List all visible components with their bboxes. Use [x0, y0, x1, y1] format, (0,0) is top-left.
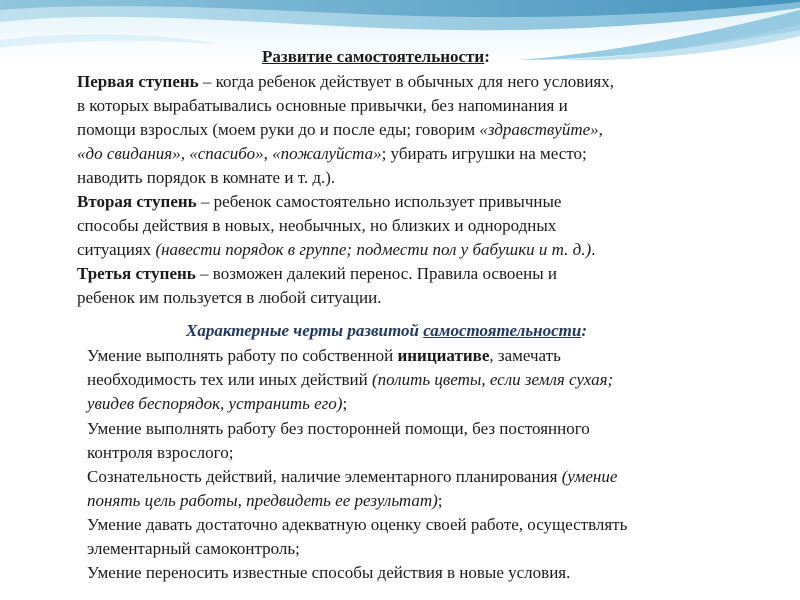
trait3-example-end: понять цель работы, предвидеть ее результат)	[87, 491, 438, 510]
stage1-quote-thanks: «спасибо»	[189, 144, 264, 163]
trait3-example: (умение	[561, 467, 618, 486]
trait-item-2	[77, 418, 590, 440]
stage1-quote-please: «пожалуйста»	[272, 144, 382, 163]
stage1-line5: наводить порядок в комнате и т. д.).	[77, 168, 336, 187]
trait-item-5	[77, 562, 570, 584]
traits-heading-underlined: самостоятельности	[423, 321, 582, 340]
trait2-text: Умение выполнять работу без посторонней помощи, без постоянного	[87, 419, 590, 438]
traits-heading-colon: :	[581, 321, 587, 340]
stage2-line1	[77, 191, 561, 213]
stage1-quote-hello: «здравствуйте»	[479, 120, 599, 139]
stage1-line3-comma: ,	[598, 120, 603, 139]
stage3-line1	[77, 263, 557, 285]
stage2-line3	[77, 239, 595, 261]
trait-item-4	[77, 514, 627, 536]
trait1-line2-text: необходимость тех или иных действий	[87, 370, 372, 389]
stage1-label: Первая ступень	[77, 72, 199, 91]
trait1-example: (полить цветы, если земля сухая;	[371, 370, 614, 389]
stage1-quote-bye: «до свидания»	[77, 144, 181, 163]
trait1-rest: , замечать	[489, 346, 561, 365]
section-title-text: Развитие самостоятельности	[262, 47, 485, 66]
trait5-text: Умение переносить известные способы действия в новые условия.	[87, 563, 571, 582]
trait-item-1-line3	[87, 393, 347, 415]
trait1-bold: инициативе	[397, 346, 490, 365]
stage1-line2: в которых вырабатывались основные привычки, без напоминания и	[77, 96, 568, 115]
stage2-line3-text: ситуациях	[77, 240, 156, 259]
trait-item-3-line2	[87, 490, 443, 512]
stage2-line2: способы действия в новых, необычных, но близких и однородных	[77, 216, 557, 235]
stage2-label: Вторая ступень	[77, 192, 197, 211]
stage3-text: – возможен далекий перенос. Правила освоены и	[195, 264, 557, 283]
stage1-line1	[77, 71, 614, 93]
stage3-label: Третья ступень	[77, 264, 196, 283]
stage1-line3-text: помощи взрослых (моем руки до и после еды; говорим	[77, 120, 480, 139]
stage1-line3	[77, 119, 603, 141]
trait3-semicolon: ;	[437, 491, 443, 510]
trait-item-1-line2	[87, 369, 613, 391]
trait-item-3	[77, 466, 617, 488]
stage2-period: .	[591, 240, 596, 259]
stage1-text: – когда ребенок действует в обычных для него условиях,	[198, 72, 614, 91]
stage3-line2: ребенок им пользуется в любой ситуации.	[77, 288, 382, 307]
stage2-text: – ребенок самостоятельно использует привычные	[196, 192, 562, 211]
stage1-line4	[77, 143, 587, 165]
trait3-text: Сознательность действий, наличие элементарного планирования	[87, 467, 562, 486]
stage1-line4-rest: ; убирать игрушки на место;	[381, 144, 587, 163]
trait1-text: Умение выполнять работу по собственной	[87, 346, 398, 365]
trait-item-4-line2: элементарный самоконтроль;	[87, 539, 300, 558]
sep2: ,	[263, 144, 273, 163]
trait-item-2-line2: контроля взрослого;	[87, 443, 234, 462]
trait1-semicolon: ;	[342, 394, 348, 413]
section-title	[262, 46, 490, 68]
traits-heading-text: Характерные черты развитой	[186, 321, 424, 340]
sep1: ,	[180, 144, 190, 163]
stage2-example: (навести порядок в группе; подмести пол у бабушки и т. д.)	[155, 240, 592, 259]
traits-heading	[186, 320, 587, 342]
trait1-example-end: увидев беспорядок, устранить его)	[87, 394, 343, 413]
trait4-text: Умение давать достаточно адекватную оценку своей работе, осуществлять	[87, 515, 628, 534]
section-title-colon: :	[484, 47, 490, 66]
trait-item-1	[77, 345, 561, 367]
